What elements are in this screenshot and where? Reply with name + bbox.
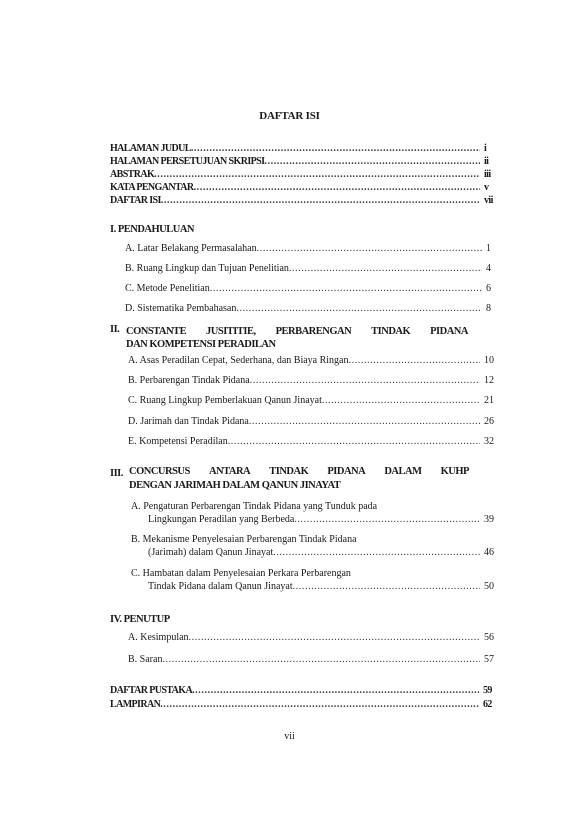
toc-entry[interactable] [128,375,494,387]
heading-word: TINDAK [269,466,309,477]
page-number: vii [284,731,295,742]
toc-entry[interactable] [125,283,491,295]
entry-page: 57 [484,654,494,665]
toc-entry[interactable] [125,303,491,315]
toc-entry[interactable] [128,355,494,367]
entry-label: LAMPIRAN [110,699,161,710]
heading-word: KUHP [440,466,469,477]
toc-entry[interactable] [110,143,497,155]
entry-page: iii [484,169,491,180]
entry-label: A. Kesimpulan [128,632,189,643]
entry-label: C. Ruang Lingkup Pemberlakuan Qanun Jinayat [128,395,322,406]
heading-word: DALAM [384,466,422,477]
entry-label: B. Ruang Lingkup dan Tujuan Penelitian [125,263,289,274]
toc-entry[interactable] [128,395,494,407]
dot-leader [257,243,482,255]
toc-entry-line1[interactable]: A. Pengaturan Perbarengan Tindak Pidana yang Tunduk pada [131,501,378,512]
entry-label: (Jarimah) dalam Qanun Jinayat [148,547,274,558]
chapter-heading-2-line2: DAN KOMPETENSI PERADILAN [126,339,276,350]
toc-entry[interactable] [110,699,497,711]
entry-label: DAFTAR ISI [110,195,161,206]
toc-entry[interactable] [128,416,494,428]
heading-word: ANTARA [208,466,251,477]
chapter-number-3: III. [110,468,123,479]
entry-label: E. Kompetensi Peradilan [128,436,228,447]
dot-leader [161,195,480,207]
dot-leader [162,654,480,666]
heading-word: PIDANA [327,466,366,477]
dot-leader [249,416,480,428]
toc-entry[interactable] [148,514,494,526]
entry-page: v [484,182,489,193]
dot-leader [228,436,480,448]
toc-entry[interactable] [128,654,494,666]
heading-word: PERBARENGAN [275,326,352,337]
entry-page: 59 [483,685,492,696]
entry-page: ii [484,156,489,167]
dot-leader [349,355,481,367]
entry-page: 56 [484,632,494,643]
dot-leader [236,303,482,315]
entry-label: D. Jarimah dan Tindak Pidana [128,416,249,427]
entry-page: 4 [486,263,491,274]
entry-page: 21 [484,395,494,406]
toc-entry[interactable] [128,436,494,448]
dot-leader [154,169,480,181]
toc-entry[interactable] [110,156,497,168]
entry-label: C. Metode Penelitian [125,283,210,294]
entry-label: HALAMAN PERSETUJUAN SKRIPSI [110,156,265,167]
toc-entry[interactable] [148,547,494,559]
entry-label: B. Perbarengan Tindak Pidana [128,375,250,386]
dot-leader [264,156,480,168]
entry-label: D. Sistematika Pembahasan [125,303,237,314]
entry-label: KATA PENGANTAR [110,182,194,193]
chapter-heading-3[interactable] [129,465,469,478]
entry-page: 39 [484,514,494,525]
dot-leader [293,581,480,593]
dot-leader [294,514,480,526]
toc-entry[interactable] [110,195,497,207]
chapter-number-2: II. [110,324,120,335]
entry-label: Lingkungan Peradilan yang Berbeda [148,514,295,525]
entry-page: 50 [484,581,494,592]
dot-leader [273,547,480,559]
toc-entry[interactable] [125,243,491,255]
entry-page: 46 [484,547,494,558]
dot-leader [191,143,480,155]
entry-label: A. Asas Peradilan Cepat, Sederhana, dan Biaya Ringan [128,355,349,366]
toc-entry[interactable] [125,263,491,275]
entry-label: A. Latar Belakang Permasalahan [125,243,257,254]
chapter-heading-3-line2: DENGAN JARIMAH DALAM QANUN JINAYAT [129,480,341,491]
toc-entry-line1[interactable]: B. Mekanisme Penyelesaian Perbarengan Tindak Pidana [131,534,357,545]
dot-leader [192,685,479,697]
entry-page: 10 [484,355,494,366]
entry-page: 26 [484,416,494,427]
entry-page: 1 [486,243,491,254]
entry-label: Tindak Pidana dalam Qanun Jinayat [148,581,293,592]
dot-leader [210,283,482,295]
entry-page: 6 [486,283,491,294]
toc-entry[interactable] [110,169,497,181]
entry-label: HALAMAN JUDUL [110,143,191,154]
entry-page: 12 [484,375,494,386]
entry-label: B. Saran [128,654,163,665]
dot-leader [322,395,480,407]
dot-leader [194,182,480,194]
chapter-heading-1[interactable]: I. PENDAHULUAN [110,224,195,235]
entry-page: 62 [483,699,492,710]
entry-label: DAFTAR PUSTAKA [110,685,193,696]
dot-leader [289,263,482,275]
entry-label: ABSTRAK [110,169,155,180]
chapter-heading-4[interactable]: IV. PENUTUP [110,614,170,625]
toc-entry-line1[interactable]: C. Hambatan dalam Penyelesaian Perkara Perbarengan [131,568,351,579]
chapter-heading-2[interactable] [126,325,468,338]
heading-word: CONCURSUS [129,466,190,477]
toc-entry[interactable] [110,182,497,194]
toc-entry[interactable] [128,632,494,644]
entry-page: i [484,143,487,154]
entry-page: 8 [486,303,491,314]
heading-word: PIDANA [430,326,468,337]
dot-leader [160,699,479,711]
toc-entry[interactable] [148,581,494,593]
entry-page: 32 [484,436,494,447]
toc-title: DAFTAR ISI [259,110,320,122]
entry-page: vii [484,195,493,206]
heading-word: TINDAK [371,326,411,337]
toc-entry[interactable] [110,685,497,697]
heading-word: JUSITITIE, [206,326,256,337]
dot-leader [250,375,480,387]
heading-word: CONSTANTE [126,326,187,337]
dot-leader [189,632,480,644]
